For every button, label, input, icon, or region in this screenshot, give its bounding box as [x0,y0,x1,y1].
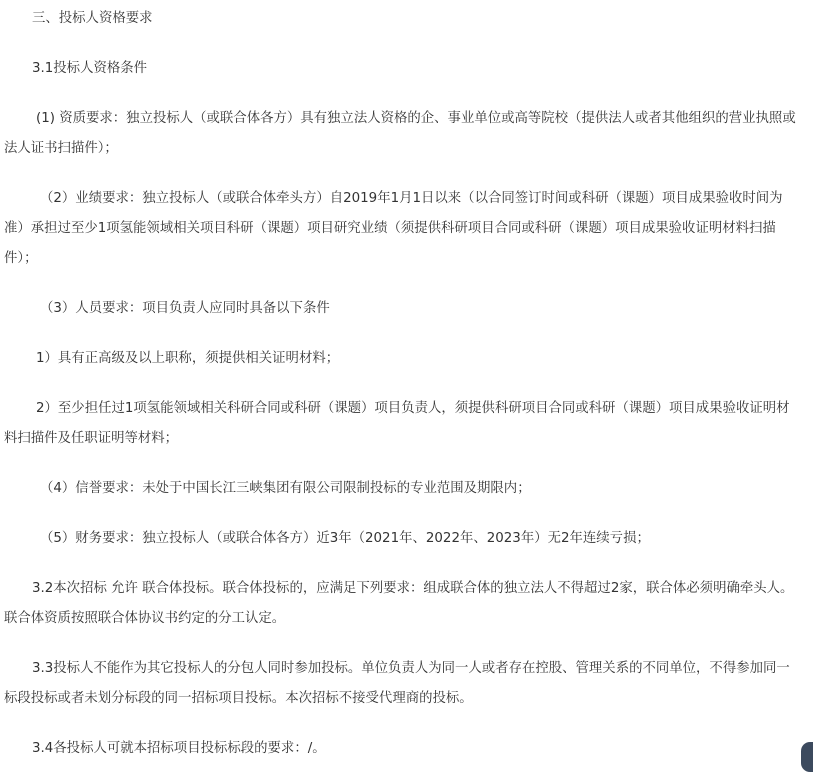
performance-requirement: （2）业绩要求：独立投标人（或联合体牵头方）自2019年1月1日以来（以合同签订时间或科研（课题）项目成果验收时间为准）承担过至少1项氢能领域相关项目科研（课题）项目研究业绩（须提供科研项目合同或科研（课题）项目成果验收证明材料扫描件）； [4,191,783,266]
subsection-3-1-heading: 3.1投标人资格条件 [32,61,148,76]
qualification-requirement: (1) 资质要求：独立投标人（或联合体各方）具有独立法人资格的企、事业单位或高等院校（提供法人或者其他组织的营业执照或法人证书扫描件）； [4,111,796,156]
subsection-3-3-subcontract: 3.3投标人不能作为其它投标人的分包人同时参加投标。单位负责人为同一人或者存在控股、管理关系的不同单位，不得参加同一标段投标或者未划分标段的同一招标项目投标。本次招标不接受代理商的投标。 [4,661,790,706]
personnel-condition-2: 2）至少担任过1项氢能领域相关科研合同或科研（课题）项目负责人，须提供科研项目合同或科研（课题）项目成果验收证明材料扫描件及任职证明等材料； [4,401,790,446]
personnel-condition-1: 1）具有正高级及以上职称，须提供相关证明材料； [36,351,340,366]
financial-requirement: （5）财务要求：独立投标人（或联合体各方）近3年（2021年、2022年、2023年）无2年连续亏损； [40,531,650,546]
personnel-requirement: （3）人员要求：项目负责人应同时具备以下条件 [40,301,330,316]
floating-side-button[interactable] [801,742,813,772]
section-heading: 三、投标人资格要求 [32,11,153,26]
subsection-3-4-lots: 3.4各投标人可就本招标项目投标标段的要求：/。 [32,741,326,756]
credit-requirement: （4）信誉要求：未处于中国长江三峡集团有限公司限制投标的专业范围及期限内； [40,481,531,496]
subsection-3-2-consortium: 3.2本次招标 允许 联合体投标。联合体投标的，应满足下列要求：组成联合体的独立法人不得超过2家，联合体必须明确牵头人。联合体资质按照联合体协议书约定的分工认定。 [4,581,794,626]
